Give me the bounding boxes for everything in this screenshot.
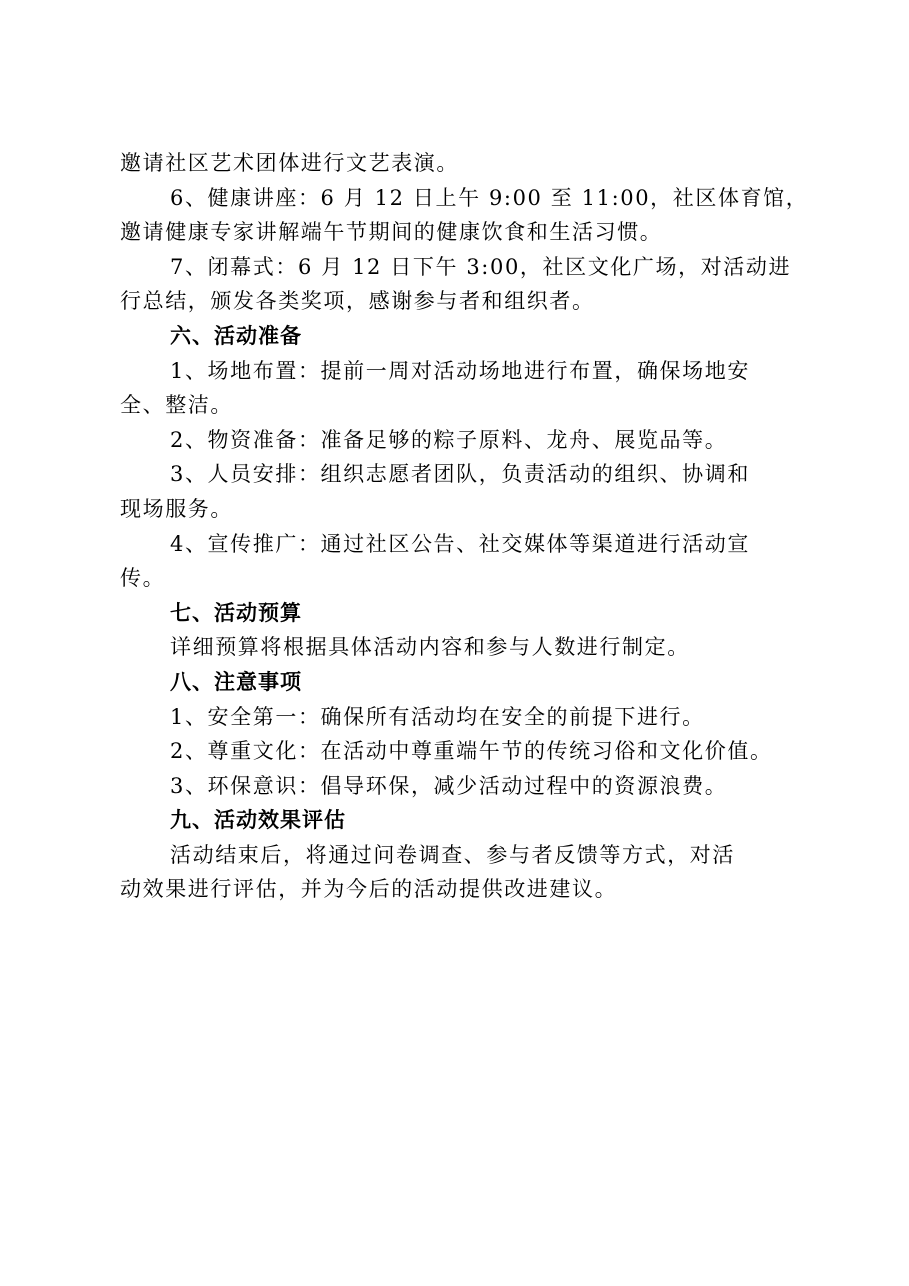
paragraph-line: 6、健康讲座：6 月 12 日上午 9:00 至 11:00，社区体育馆， [170,185,809,210]
paragraph-line: 2、尊重文化：在活动中尊重端午节的传统习俗和文化价值。 [170,739,773,764]
paragraph-line: 4、宣传推广：通过社区公告、社交媒体等渠道进行活动宣 [170,531,750,556]
document-page [120,146,810,907]
section-heading: 六、活动准备 [170,323,302,348]
paragraph-line: 动效果进行评估，并为今后的活动提供改进建议。 [120,877,618,902]
paragraph-line: 7、闭幕式：6 月 12 日下午 3:00，社区文化广场，对活动进 [170,254,792,279]
paragraph-line: 邀请社区艺术团体进行文艺表演。 [120,151,459,175]
paragraph-line: 1、场地布置：提前一周对活动场地进行布置，确保场地安 [170,358,750,383]
paragraph-line: 详细预算将根据具体活动内容和参与人数进行制定。 [170,635,690,660]
paragraph-line: 现场服务。 [120,496,233,521]
paragraph-line: 1、安全第一：确保所有活动均在安全的前提下进行。 [170,704,705,729]
paragraph-line: 邀请健康专家讲解端午节期间的健康饮食和生活习惯。 [120,220,663,245]
paragraph-line: 传。 [120,566,166,591]
paragraph-line: 2、物资准备：准备足够的粽子原料、龙舟、展览品等。 [170,427,728,452]
paragraph-line: 行总结，颁发各类奖项，感谢参与者和组织者。 [120,289,595,314]
paragraph-line: 3、环保意识：倡导环保，减少活动过程中的资源浪费。 [170,773,728,798]
paragraph-line: 活动结束后，将通过问卷调查、参与者反馈等方式，对活 [170,842,735,867]
paragraph-line: 全、整洁。 [120,393,233,418]
paragraph-line: 3、人员安排：组织志愿者团队，负责活动的组织、协调和 [170,462,750,487]
section-heading: 九、活动效果评估 [170,808,346,833]
section-heading: 七、活动预算 [170,600,302,625]
section-heading: 八、注意事项 [170,669,302,694]
